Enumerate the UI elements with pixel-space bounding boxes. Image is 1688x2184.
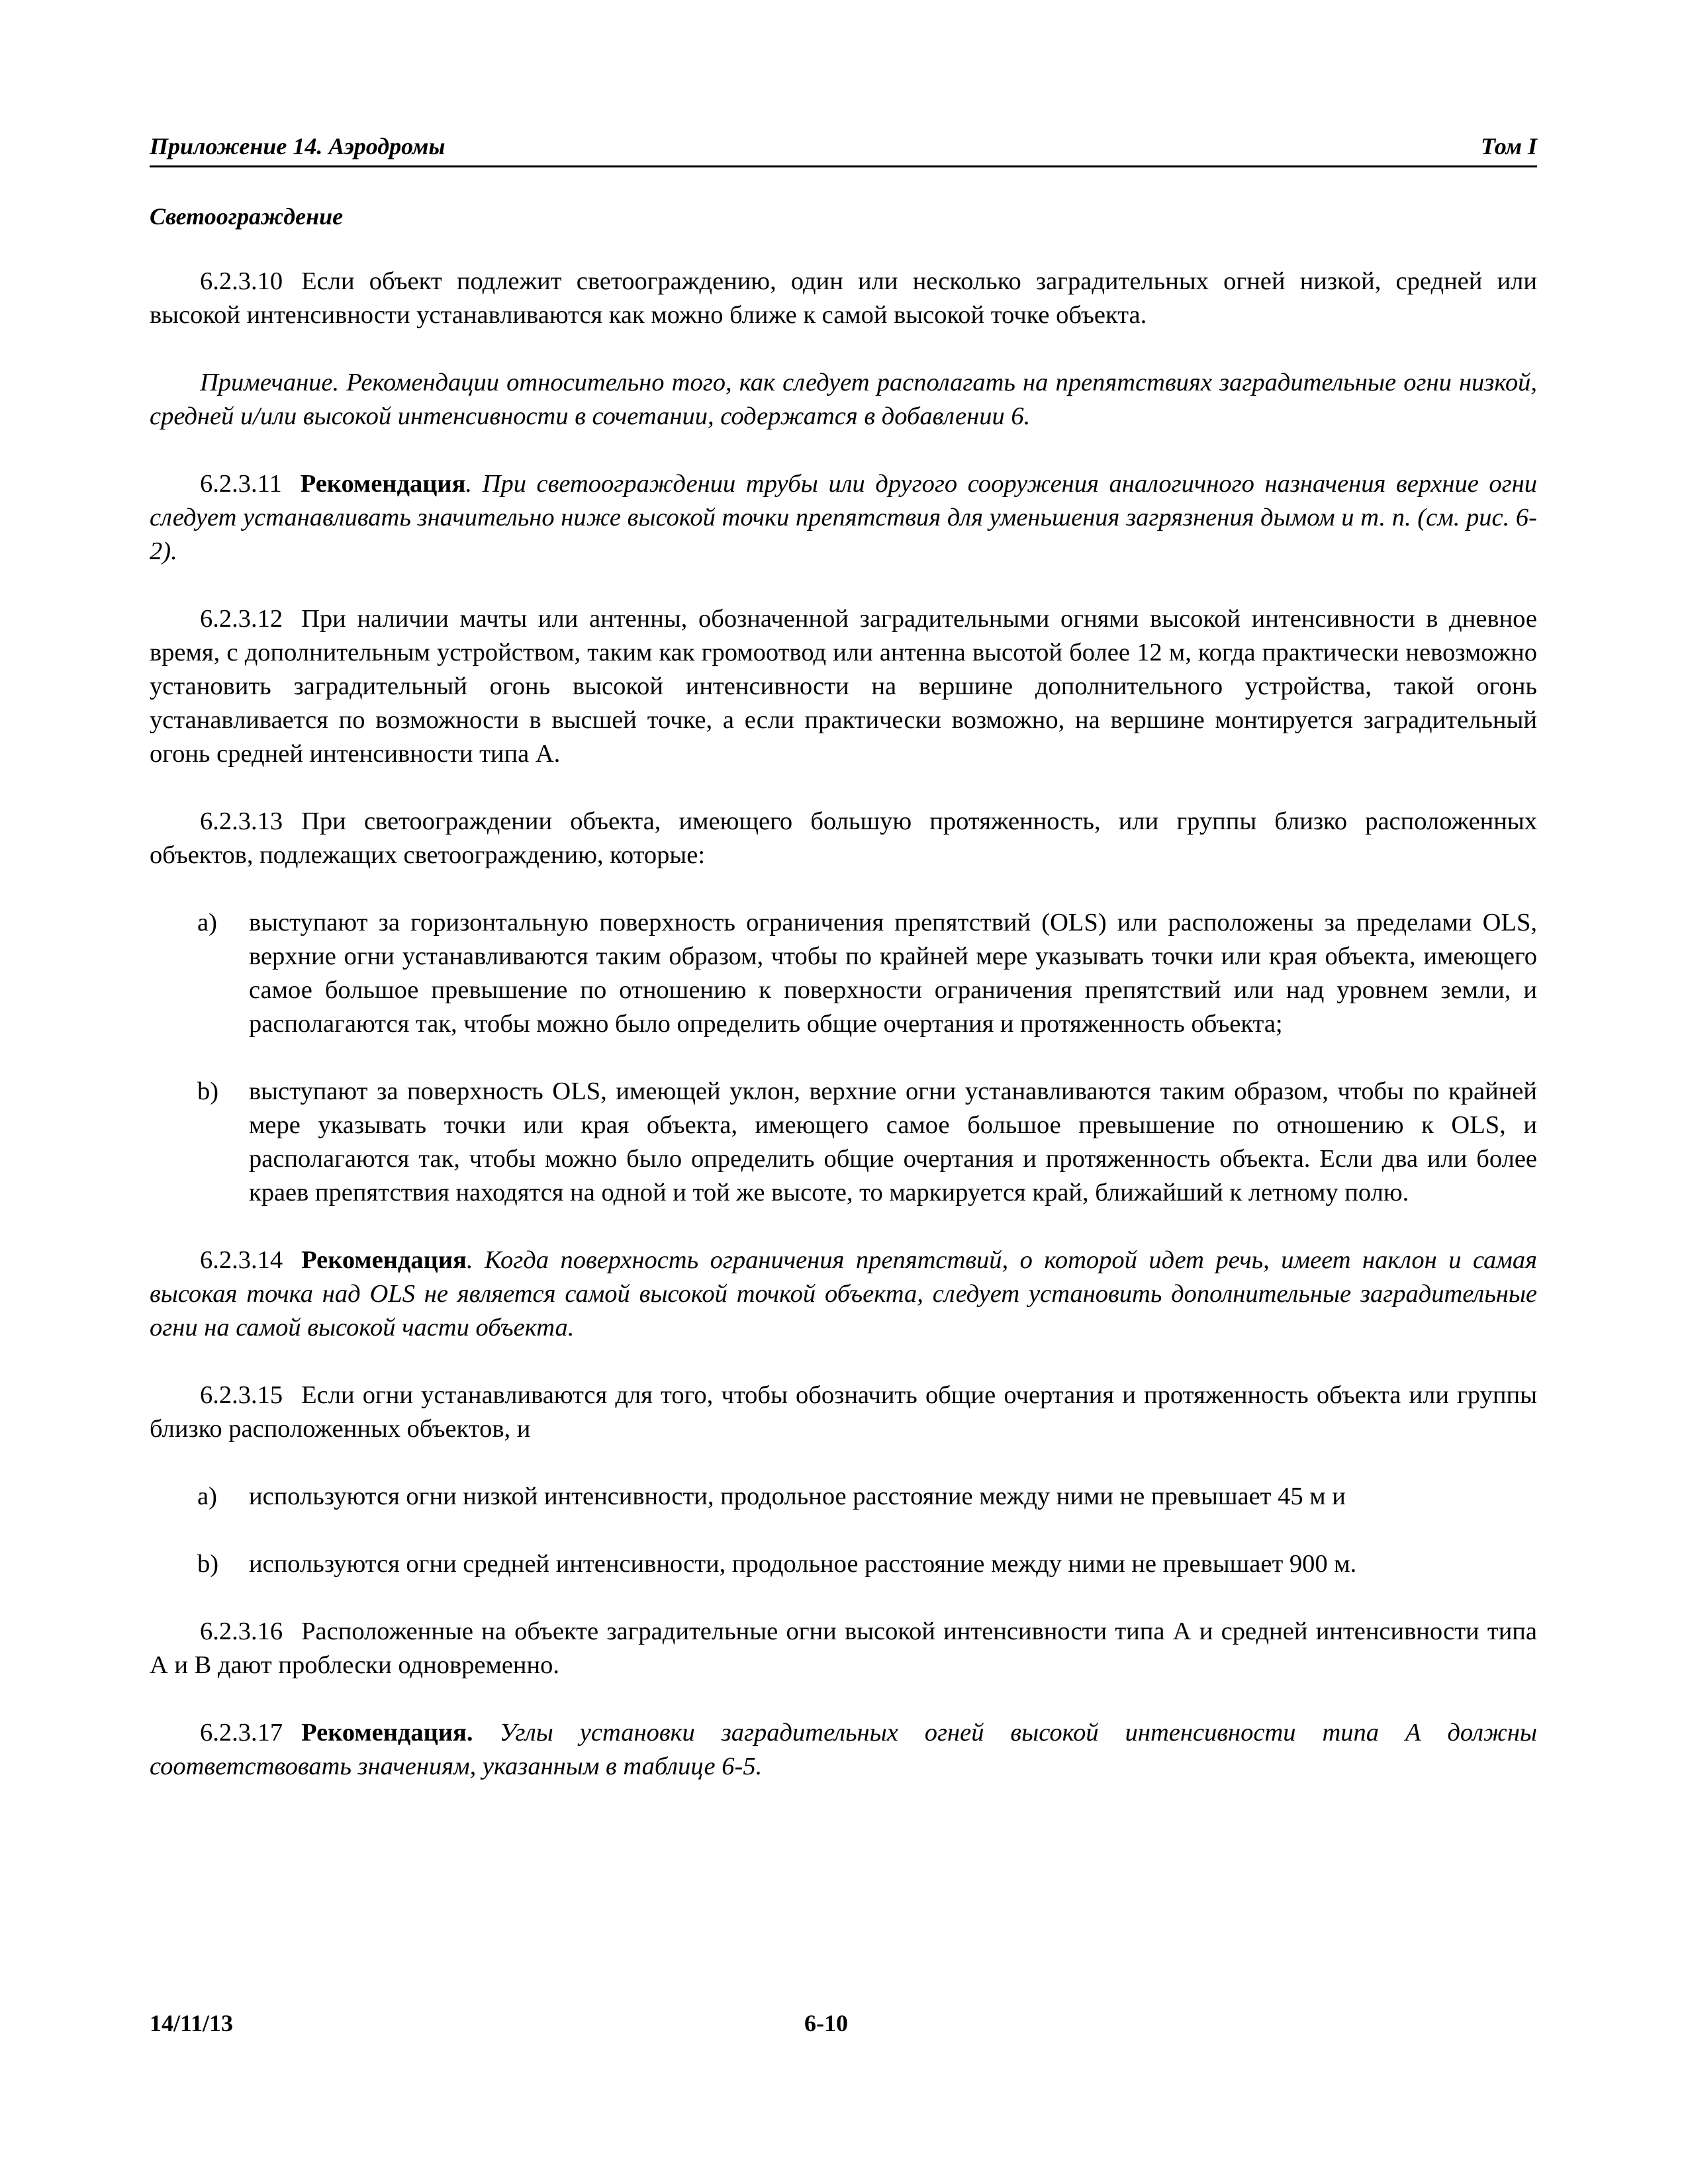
paragraph-number: 6.2.3.11 bbox=[200, 470, 282, 498]
paragraph-6-2-3-15 bbox=[150, 1379, 1537, 1446]
page-header bbox=[150, 132, 1537, 167]
paragraph-6-2-3-12 bbox=[150, 602, 1537, 771]
paragraph-text: Если объект подлежит светоограждению, один или несколько заградительных огней низкой, средней или высокой интенсивности устанавливаются как можно ближе к самой высокой точке объекта. bbox=[150, 267, 1537, 329]
list-item-text: используются огни низкой интенсивности, продольное расстояние между ними не превышает 45 м и bbox=[249, 1482, 1346, 1510]
paragraph-text: При наличии мачты или антенны, обозначенной заградительными огнями высокой интенсивности в дневное время, с дополнительным устройством, таким как громоотвод или антенна высотой более 12 м, когда практически невозможно установить заградительный огонь высокой интенсивности на вершине дополнительного устройства, такой огонь устанавливается по возможности в высшей точке, а если практически возможно, на вершине монтируется заградительный огонь средней интенсивности типа А. bbox=[150, 605, 1537, 768]
list-item-text: выступают за горизонтальную поверхность ограничения препятствий (OLS) или расположены за пределами OLS, верхние огни устанавливаются таким образом, чтобы по крайней мере указывать точки или края объекта, имеющего самое большое превышение по отношению к поверхности ограничения препятствий или над уровнем земли, и располагаются так, чтобы можно было определить общие очертания и протяженность объекта; bbox=[249, 909, 1537, 1038]
paragraph-number: 6.2.3.16 bbox=[200, 1617, 283, 1645]
paragraph-number: 6.2.3.13 bbox=[200, 807, 283, 835]
recommendation-label: Рекомендация. bbox=[301, 1719, 473, 1747]
list-item-text: используются огни средней интенсивности, продольное расстояние между ними не превышает 900 м. bbox=[249, 1550, 1357, 1578]
paragraph-text: Если огни устанавливаются для того, чтобы обозначить общие очертания и протяженность объекта или группы близко расположенных объектов, и bbox=[150, 1381, 1537, 1443]
paragraph-6-2-3-14 bbox=[150, 1244, 1537, 1345]
paragraph-text: При светоограждении объекта, имеющего большую протяженность, или группы близко расположенных объектов, подлежащих светоограждению, которые: bbox=[150, 807, 1537, 869]
paragraph-6-2-3-17 bbox=[150, 1716, 1537, 1784]
paragraph-number: 6.2.3.14 bbox=[200, 1246, 283, 1274]
header-document-title: Приложение 14. Аэродромы bbox=[150, 133, 445, 159]
paragraph-6-2-3-13 bbox=[150, 805, 1537, 872]
paragraph-6-2-3-11 bbox=[150, 467, 1537, 569]
footer-date: 14/11/13 bbox=[150, 2010, 234, 2036]
list-item-label: a) bbox=[197, 909, 217, 936]
document-body bbox=[150, 265, 1537, 1817]
list-item bbox=[150, 906, 1537, 1041]
recommendation-label: Рекомендация bbox=[300, 470, 466, 498]
paragraph-text: Расположенные на объекте заградительные огни высокой интенсивности типа А и средней интенсивности типа А и В дают проблески одновременно. bbox=[150, 1617, 1537, 1679]
paragraph-text: . При светоограждении трубы или другого сооружения аналогичного назначения верхние огни следует устанавливать значительно ниже высокой точки препятствия для уменьшения загрязнения дымом и т. п. (см. рис. 6-2). bbox=[150, 470, 1537, 565]
footer-page-number: 6-10 bbox=[804, 2010, 848, 2036]
section-title: Светоограждение bbox=[150, 203, 344, 230]
paragraph-number: 6.2.3.17 bbox=[200, 1719, 283, 1747]
paragraph-number: 6.2.3.10 bbox=[200, 267, 283, 295]
list-item bbox=[150, 1480, 1537, 1514]
list-item bbox=[150, 1547, 1537, 1581]
header-volume: Том I bbox=[1481, 133, 1537, 159]
list-item-label: b) bbox=[197, 1550, 219, 1578]
paragraph-number: 6.2.3.15 bbox=[200, 1381, 283, 1409]
paragraph-text: Углы установки заградительных огней высокой интенсивности типа А должны соответствовать значениям, указанным в таблице 6-5. bbox=[150, 1719, 1537, 1780]
list-item-label: a) bbox=[197, 1482, 217, 1510]
paragraph-6-2-3-16 bbox=[150, 1615, 1537, 1682]
paragraph-number: 6.2.3.12 bbox=[200, 605, 283, 633]
recommendation-label: Рекомендация bbox=[301, 1246, 467, 1274]
list-item-label: b) bbox=[197, 1077, 219, 1105]
list-item-text: выступают за поверхность OLS, имеющей уклон, верхние огни устанавливаются таким образом, чтобы по крайней мере указывать точки или края объекта, имеющего самое большое превышение по отношению к OLS, и располагаются так, чтобы можно было определить общие очертания и протяженность объекта. Если два или более краев препятствия находятся на одной и той же высоте, то маркируется край, ближайший к летному полю. bbox=[249, 1077, 1537, 1206]
paragraph-6-2-3-10 bbox=[150, 265, 1537, 332]
paragraph-text: . Когда поверхность ограничения препятствий, о которой идет речь, имеет наклон и самая высокая точка над OLS не является самой высокой точкой объекта, следует установить дополнительные заградительные огни на самой высокой части объекта. bbox=[150, 1246, 1537, 1342]
note-paragraph: Примечание. Рекомендации относительно того, как следует располагать на препятствиях заградительные огни низкой, средней и/или высокой интенсивности в сочетании, содержатся в добавлении 6. bbox=[150, 369, 1537, 430]
list-item bbox=[150, 1075, 1537, 1210]
